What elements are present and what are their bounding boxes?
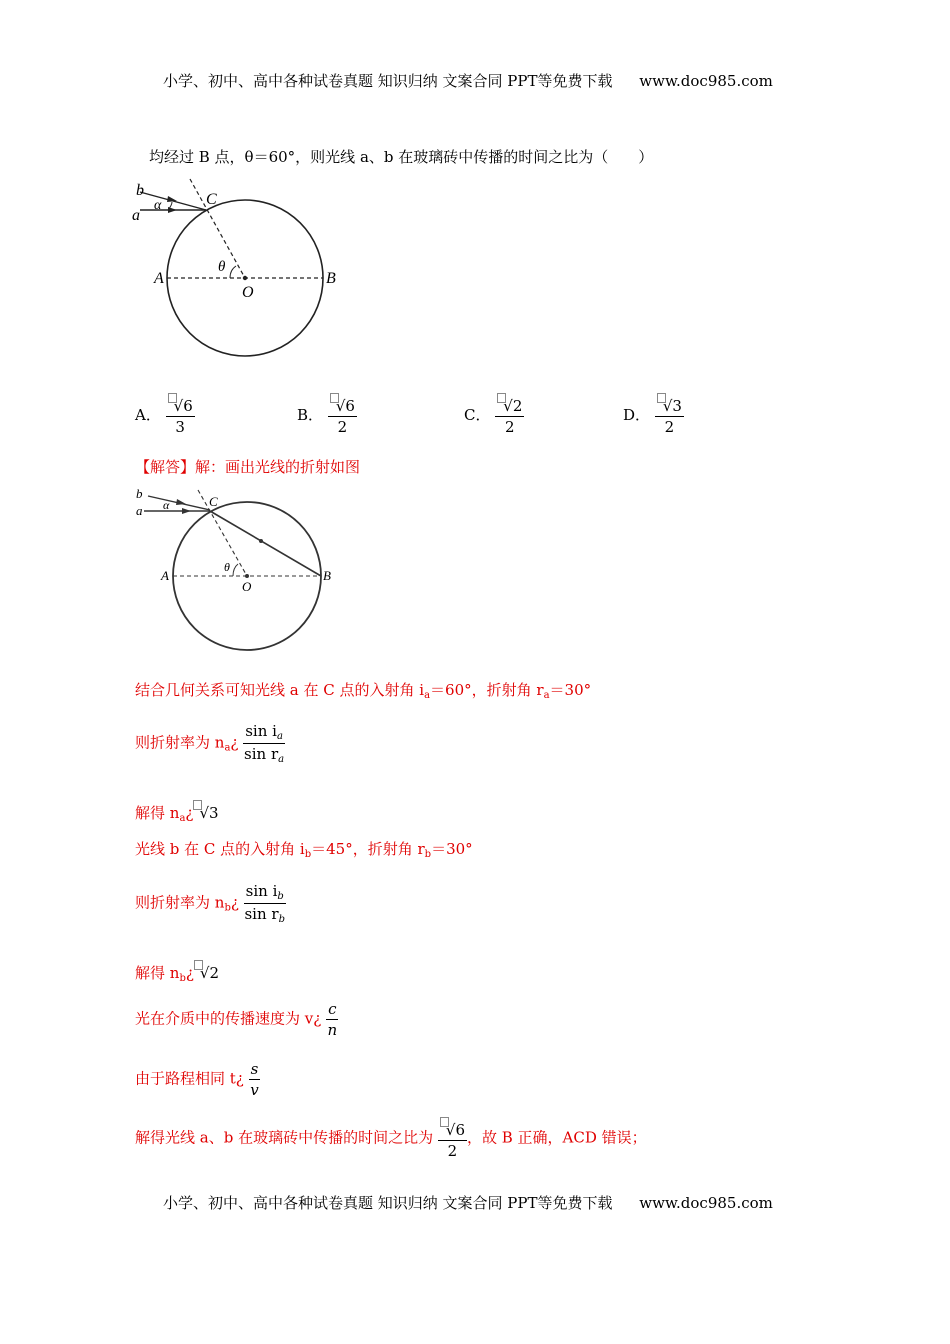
option-c-value: $\frac{√2}{2}$ [495, 393, 524, 436]
option-a-den: 3 [175, 418, 185, 436]
header-left-text: 小学、初中、高中各种试卷真题 知识归纳 文案合同 PPT等免费下载 [163, 72, 613, 90]
answer-heading [135, 456, 360, 477]
option-b-value: $\frac{√6}{2}$ [328, 393, 357, 436]
solution-line-2: 则折射率为 $n_a¿$ $\frac{\sin i_a}{\sin r_a}$ [135, 722, 285, 765]
option-d-num: 3 [672, 397, 682, 415]
option-c-num: 2 [512, 397, 523, 415]
label-alpha-2: α [163, 498, 170, 512]
label-b-2: b [136, 486, 143, 501]
header-url[interactable]: www.doc985.com [639, 72, 773, 90]
ratio-fraction: $\frac{√6}{2}$ [438, 1117, 467, 1160]
option-d-letter: D． [623, 406, 651, 424]
question-stem: 均经过 B 点，θ＝60°，则光线 a、b 在玻璃砖中传播的时间之比为（ ） [149, 148, 654, 166]
label-B: B [326, 270, 336, 287]
option-d-den: 2 [664, 418, 675, 436]
option-a-num: 6 [183, 397, 193, 415]
refractive-index-b-fraction: $\frac{\sin i_b}{\sin r_b}$ [244, 882, 285, 925]
label-A: A [154, 270, 164, 287]
solution-line-9: 解得光线 a、b 在玻璃砖中传播的时间之比为 $\frac{√6}{2}$ ，故 B 正确，ACD 错误； [135, 1117, 647, 1160]
answer-intro: 解：画出光线的折射如图 [195, 458, 361, 476]
solution-line-5: 则折射率为 $n_b¿$ $\frac{\sin i_b}{\sin r_b}$ [135, 882, 285, 925]
center-dot [243, 276, 247, 280]
option-d-value: $\frac{√3}{2}$ [655, 393, 684, 436]
page-footer [163, 1192, 773, 1213]
solution-line-4: 光线 b 在 C 点的入射角 $i_b=45^\circ$，折射角 $r_b=30^\circ$ [135, 840, 473, 860]
page-header [163, 70, 773, 91]
theta-arc-2 [233, 564, 238, 576]
option-d[interactable] [623, 393, 684, 436]
label-a-2: a [136, 503, 143, 518]
path-dot [259, 539, 263, 543]
label-O-2: O [242, 579, 252, 594]
label-B-2: B [323, 568, 331, 583]
theta-arc [230, 266, 236, 278]
option-c[interactable] [464, 393, 524, 436]
option-a-value: $\frac{√6}{3}$ [166, 393, 195, 436]
question-figure [120, 175, 360, 360]
label-b: b [136, 182, 144, 199]
label-A-2: A [161, 568, 169, 583]
solution-line-6: 解得 $n_b¿$ √2 [135, 960, 219, 984]
option-b-letter: B． [297, 406, 324, 424]
refractive-index-a-fraction: $\frac{\sin i_a}{\sin r_a}$ [244, 722, 285, 765]
label-C: C [206, 191, 217, 208]
option-b-den: 2 [337, 418, 348, 436]
footer-url[interactable]: www.doc985.com [639, 1194, 773, 1212]
option-c-letter: C． [464, 406, 491, 424]
label-theta-2: θ [224, 560, 230, 574]
time-fraction: $\frac{s}{v}$ [250, 1060, 259, 1099]
option-a-letter: A． [135, 406, 161, 424]
answer-figure [130, 485, 345, 655]
option-c-den: 2 [505, 418, 515, 436]
center-dot-2 [245, 574, 249, 578]
arrow-b [167, 196, 177, 202]
option-a[interactable] [135, 393, 195, 436]
answer-tag: 【解答】 [135, 458, 196, 476]
label-a: a [132, 207, 140, 224]
solution-line-3: 解得 $n_a¿$ √3 [135, 800, 219, 824]
option-b-num: 6 [345, 397, 355, 415]
solution-line-8: 由于路程相同 t¿ $\frac{s}{v}$ [135, 1060, 259, 1099]
arrow-b-2 [176, 499, 186, 505]
footer-left-text: 小学、初中、高中各种试卷真题 知识归纳 文案合同 PPT等免费下载 [163, 1194, 613, 1212]
label-alpha: α [154, 198, 162, 213]
label-theta: θ [218, 259, 226, 275]
option-b[interactable] [297, 393, 357, 436]
arrow-a-2 [182, 508, 191, 514]
speed-fraction: $\frac{c}{n}$ [327, 1000, 338, 1039]
solution-line-1: 结合几何关系可知光线 a 在 C 点的入射角 $i_a=60^\circ$，折射角 $r_a=30^\circ$ [135, 681, 592, 701]
solution-line-7: 光在介质中的传播速度为 v¿ $\frac{c}{n}$ [135, 1000, 338, 1039]
label-O: O [242, 284, 254, 301]
label-C-2: C [209, 494, 218, 509]
